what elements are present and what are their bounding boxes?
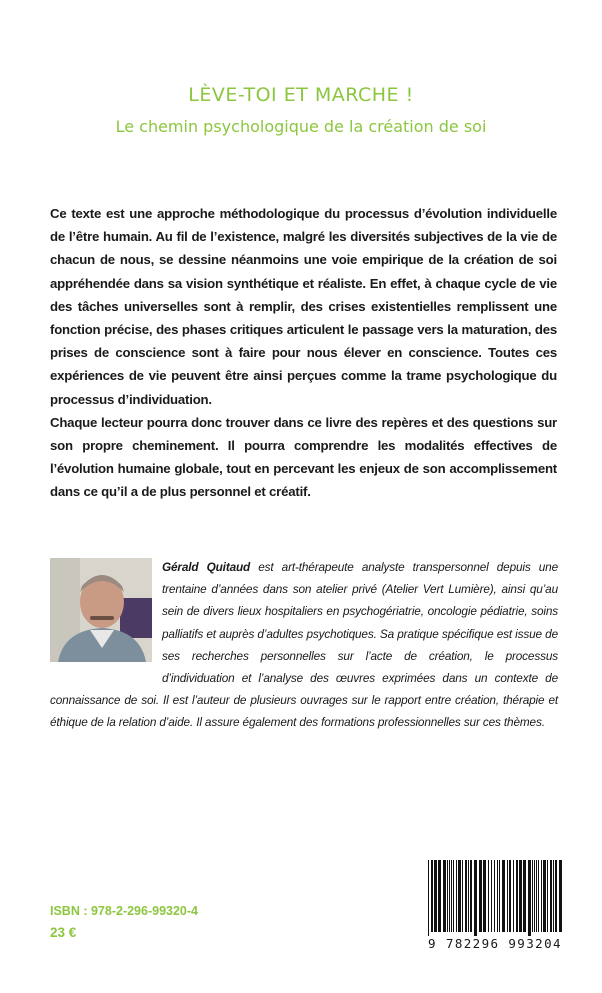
barcode-bar xyxy=(434,860,437,932)
barcode-bar xyxy=(483,860,486,932)
barcode-bar xyxy=(497,860,498,932)
isbn: ISBN : 978-2-296-99320-4 xyxy=(50,904,198,918)
barcode-bar xyxy=(465,860,467,932)
barcode-icon xyxy=(424,860,566,936)
barcode-bar xyxy=(428,860,429,936)
barcode-bar xyxy=(507,860,508,932)
barcode-bar xyxy=(491,860,492,932)
barcode-bar xyxy=(431,860,433,932)
barcode-bar xyxy=(523,860,526,932)
barcode-bar xyxy=(468,860,469,932)
barcode-bar xyxy=(470,860,472,932)
barcode-bar xyxy=(456,860,457,932)
barcode-bar xyxy=(488,860,489,932)
barcode-bar xyxy=(474,860,477,936)
barcode-bar xyxy=(438,860,441,932)
barcode-number: 9 782296 993204 xyxy=(420,936,570,951)
barcode-bar xyxy=(541,860,542,932)
barcode-bar xyxy=(538,860,539,932)
barcode-bar xyxy=(462,860,463,932)
barcode-bar xyxy=(509,860,511,932)
barcode-bar xyxy=(494,860,495,932)
barcode-bar xyxy=(543,860,546,932)
barcode-bar xyxy=(502,860,505,932)
author-bio-text: est art-thérapeute analyste transpersonnel depuis une trentaine d’années dans son atelier privé (Atelier Vert Lumière), ainsi qu’au sein de divers lieux hospitaliers en psychogériatrie, oncologie pédiatrie, soins palliatifs et auprès d’adultes psychotiques. Sa pratique spécifique est issue de ses recherches personnelles sur l’acte de création, le processus d’individuation et l’analyse des œuvres exprimées dans un contexte de connaissance de soi. Il est l’auteur de plusieurs ouvrages sur le rapport entre création, thérapie et éthique de la relation d’aide. Il assure également des formations professionnelles sur ces thèmes. xyxy=(50,560,558,730)
barcode-bar xyxy=(453,860,454,932)
author-name: Gérald Quitaud xyxy=(162,560,251,574)
barcode-bar xyxy=(536,860,537,932)
barcode-bar xyxy=(479,860,482,932)
barcode-bar xyxy=(547,860,548,932)
barcode-bar xyxy=(513,860,514,932)
barcode-bar xyxy=(532,860,533,932)
barcode-bar xyxy=(449,860,450,932)
barcode-bar xyxy=(458,860,461,932)
barcode-bar xyxy=(443,860,446,932)
book-summary xyxy=(50,202,557,504)
summary-paragraph-1: Ce texte est une approche méthodologique du processus d’évolution individuelle de l’être humain. Au fil de l’existence, malgré les diversités subjectives de la vie de chacun de nous, se dessine néanmoins une voie empirique de la création de soi appréhendée dans sa vision synthétique et réaliste. En effet, à chaque cycle de vie des tâches universelles sont à remplir, des crises existentielles remplissent une fonction précise, des phases critiques articulent le passage vers la maturation, des prises de conscience sont à faire pour nous élever en conscience. Toutes ces expériences de vie peuvent être ainsi perçues comme la trame psychologique du processus d’individuation. xyxy=(50,206,557,407)
barcode-bar xyxy=(550,860,552,932)
book-subtitle: Le chemin psychologique de la création de soi xyxy=(115,117,487,136)
barcode-bar xyxy=(447,860,448,932)
barcode-bar xyxy=(516,860,518,932)
summary-paragraph-2: Chaque lecteur pourra donc trouver dans ce livre des repères et des questions sur son propre cheminement. Il pourra comprendre les modalités effectives de l’évolution humaine globale, tout en percevant les enjeux de son accomplissement dans ce qu’il a de plus personnel et créatif. xyxy=(50,414,557,500)
barcode-bar xyxy=(499,860,500,932)
barcode-bar xyxy=(451,860,452,932)
book-title: LÈVE-TOI ET MARCHE ! xyxy=(188,84,414,106)
barcode-bar xyxy=(528,860,531,936)
author-bio xyxy=(50,556,558,734)
barcode-bar xyxy=(534,860,535,932)
price: 23 € xyxy=(50,925,77,940)
barcode-bar xyxy=(553,860,554,932)
barcode-bar xyxy=(559,860,562,932)
barcode-bar xyxy=(555,860,557,932)
barcode-bar xyxy=(519,860,522,932)
